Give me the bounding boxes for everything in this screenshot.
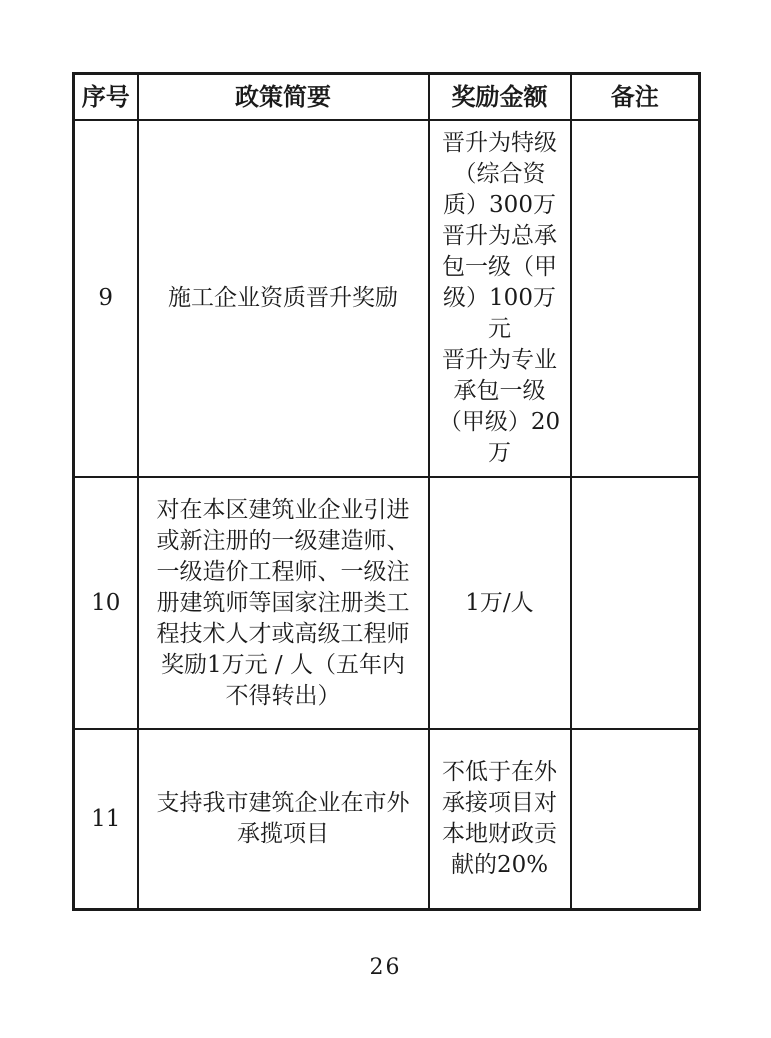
policy-line: 奖励1万元 / 人（五年内 — [160, 651, 405, 678]
policy-table — [72, 72, 701, 911]
reward-line: 晋升为总承 — [442, 223, 557, 249]
row-policy — [138, 729, 429, 910]
row-index: 9 — [74, 120, 138, 477]
header-policy: 政策简要 — [138, 74, 429, 121]
policy-line: 不得转出） — [225, 682, 341, 709]
reward-line: 级）100万 — [443, 285, 556, 311]
page-number: 26 — [369, 955, 402, 980]
reward-line: 不低于在外 — [442, 759, 557, 785]
reward-line: 本地财政贡 — [442, 821, 557, 847]
reward-line: （甲级）20 — [438, 409, 561, 435]
policy-line: 或新注册的一级建造师、 — [156, 527, 410, 554]
reward-line: 晋升为特级 — [442, 130, 557, 156]
policy-line: 程技术人才或高级工程师 — [156, 620, 410, 647]
policy-text: 施工企业资质晋升奖励 — [168, 285, 398, 311]
table-header-row — [74, 74, 700, 121]
policy-line: 一级造价工程师、一级注 — [156, 558, 410, 585]
row-index: 10 — [74, 477, 138, 729]
table-row — [74, 120, 700, 477]
header-index: 序号 — [74, 74, 138, 121]
row-note — [571, 120, 700, 477]
reward-line: 承包一级 — [453, 378, 546, 404]
header-note: 备注 — [571, 74, 700, 121]
table-row — [74, 477, 700, 729]
reward-line: （综合资 — [453, 161, 546, 187]
row-reward — [429, 120, 571, 477]
row-policy — [138, 120, 429, 477]
policy-line: 承揽项目 — [237, 821, 329, 847]
policy-line: 册建筑师等国家注册类工 — [156, 589, 410, 616]
row-policy — [138, 477, 429, 729]
policy-line: 对在本区建筑业企业引进 — [156, 496, 410, 523]
reward-line: 质）300万 — [443, 192, 556, 218]
reward-line: 元 — [488, 316, 511, 342]
policy-line: 支持我市建筑企业在市外 — [156, 790, 410, 816]
reward-line: 万 — [488, 440, 511, 466]
reward-line: 承接项目对 — [442, 790, 557, 816]
row-note — [571, 477, 700, 729]
header-reward: 奖励金额 — [429, 74, 571, 121]
reward-line: 晋升为专业 — [442, 347, 557, 373]
row-note — [571, 729, 700, 910]
table-row — [74, 729, 700, 910]
reward-line: 献的20% — [450, 852, 549, 878]
row-reward: 1万/人 — [429, 477, 571, 729]
row-index: 11 — [74, 729, 138, 910]
row-reward — [429, 729, 571, 910]
reward-line: 包一级（甲 — [442, 254, 557, 280]
